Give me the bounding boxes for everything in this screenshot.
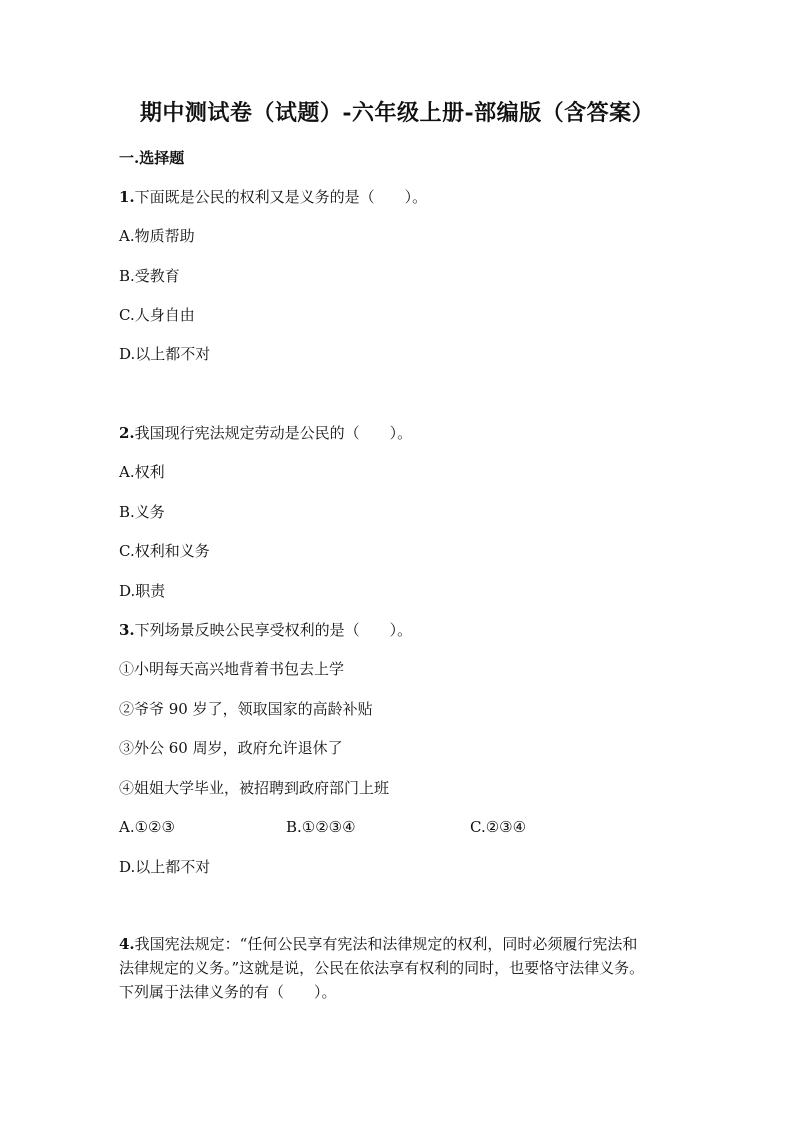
question-4-line-3: 下列属于法律义务的有（ ）。	[119, 983, 337, 1001]
question-1-stem	[119, 185, 427, 209]
question-1-text: 下面既是公民的权利又是义务的是（ ）。	[134, 188, 428, 206]
question-3-statement-3: ③外公 60 周岁，政府允许退休了	[119, 739, 343, 757]
question-2-number: 2.	[119, 424, 135, 442]
question-3-option-b: B.①②③④	[286, 818, 356, 836]
question-3-statement-4: ④姐姐大学毕业，被招聘到政府部门上班	[119, 779, 390, 797]
question-3-number: 3.	[119, 621, 135, 639]
question-1-number: 1.	[119, 188, 135, 206]
question-1-option-d: D.以上都不对	[119, 345, 211, 363]
question-2-option-a: A.权利	[119, 463, 165, 481]
question-4-line-1-text: 我国宪法规定：“任何公民享有宪法和法律规定的权利，同时必须履行宪法和	[134, 935, 638, 953]
question-4-stem	[119, 932, 679, 1004]
question-4-line-2: 法律规定的义务。”这就是说，公民在依法享有权利的同时，也要恪守法律义务。	[119, 959, 645, 977]
question-3-statement-2: ②爷爷 90 岁了，领取国家的高龄补贴	[119, 700, 373, 718]
exam-title: 期中测试卷（试题）-六年级上册-部编版（含答案）	[139, 100, 655, 126]
question-2-option-c: C.权利和义务	[119, 542, 210, 560]
question-3-option-d: D.以上都不对	[119, 858, 211, 876]
question-1-option-b: B.受教育	[119, 267, 180, 285]
question-3-stem	[119, 618, 412, 642]
question-2-stem	[119, 421, 412, 445]
question-3-option-a: A.①②③	[119, 818, 175, 836]
question-2-text: 我国现行宪法规定劳动是公民的（ ）。	[134, 424, 413, 442]
question-4-line-1	[119, 932, 679, 956]
question-3-statement-1: ①小明每天高兴地背着书包去上学	[119, 660, 345, 678]
question-1-option-c: C.人身自由	[119, 306, 195, 324]
question-2-option-b: B.义务	[119, 503, 165, 521]
question-3-option-c: C.②③④	[470, 818, 527, 836]
section-heading: 一.选择题	[119, 149, 185, 167]
question-3-text: 下列场景反映公民享受权利的是（ ）。	[134, 621, 413, 639]
question-1-option-a: A.物质帮助	[119, 227, 195, 245]
question-4-number: 4.	[119, 935, 135, 953]
question-2-option-d: D.职责	[119, 582, 166, 600]
